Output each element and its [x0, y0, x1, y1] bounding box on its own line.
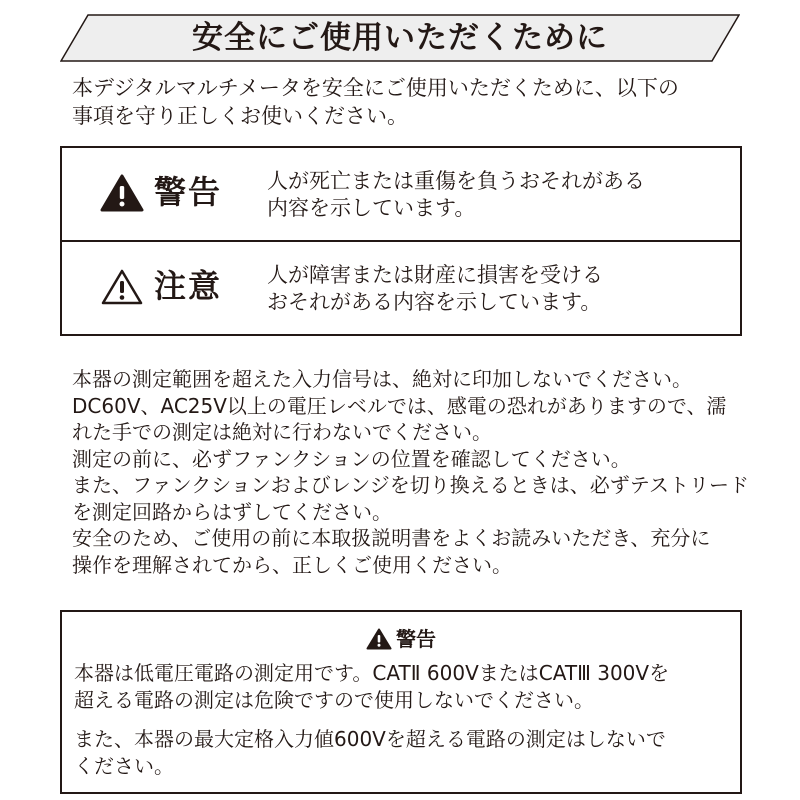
- warning-line: ください。: [74, 754, 174, 778]
- warning-line: また、本器の最大定格入力値600Vを超える電路の測定はしないで: [74, 727, 666, 751]
- note-line: 操作を理解されてから、正しくご使用ください。: [72, 552, 512, 577]
- warning-filled-icon: [100, 174, 144, 212]
- note-line: 安全のため、ご使用の前に本取扱説明書をよくお読みいただき、充分に: [72, 526, 711, 550]
- intro-line: 事項を守り正しくお使いください。: [72, 104, 408, 128]
- legend-desc-line: 内容を示しています。: [267, 196, 476, 220]
- legend-label-warning: 警告: [154, 173, 223, 211]
- warning-line: 本器は低電圧電路の測定用です。CATⅡ 600VまたはCATⅢ 300Vを: [74, 661, 670, 685]
- legend-desc-line: 人が障害または財産に損害を受ける: [267, 263, 603, 287]
- legend-desc-caution: [267, 262, 727, 316]
- safety-notes: [72, 366, 749, 578]
- page-title: 安全にご使用いただくために: [192, 20, 608, 56]
- warning-filled-icon: [366, 628, 392, 650]
- note-line: を測定回路からはずしてください。: [72, 499, 392, 524]
- legend-row-warning: [62, 148, 740, 240]
- title-banner: [60, 14, 740, 62]
- signal-word-legend: [60, 146, 742, 336]
- legend-row-caution: [62, 242, 740, 334]
- warning-outline-icon: [100, 268, 144, 306]
- warning-paragraph-1: [74, 660, 734, 714]
- intro-line: 本デジタルマルチメータを安全にご使用いただくために、以下の: [72, 76, 679, 100]
- note-line: DC60V、AC25V以上の電圧レベルでは、感電の恐れがありますので、濡: [72, 393, 727, 418]
- legend-desc-line: 人が死亡または重傷を負うおそれがある: [267, 169, 645, 193]
- legend-desc-warning: [267, 168, 727, 222]
- warning-line: 超える電路の測定は危険ですので使用しないでください。: [74, 688, 594, 712]
- note-line: 測定の前に、必ずファンクションの位置を確認してください。: [72, 446, 631, 471]
- warning-box-label: 警告: [396, 627, 436, 651]
- note-line: また、ファンクションおよびレンジを切り換えるときは、必ずテストリード: [72, 473, 749, 497]
- intro-text: [72, 74, 732, 130]
- legend-desc-line: おそれがある内容を示しています。: [267, 290, 602, 314]
- warning-box: [60, 610, 742, 794]
- legend-label-caution: 注意: [154, 267, 223, 305]
- warning-box-header: [62, 626, 740, 652]
- note-line: 本器の測定範囲を超えた入力信号は、絶対に印加しないでください。: [72, 367, 692, 391]
- warning-paragraph-2: [74, 726, 734, 780]
- note-line: れた手での測定は絶対に行わないでください。: [72, 420, 492, 444]
